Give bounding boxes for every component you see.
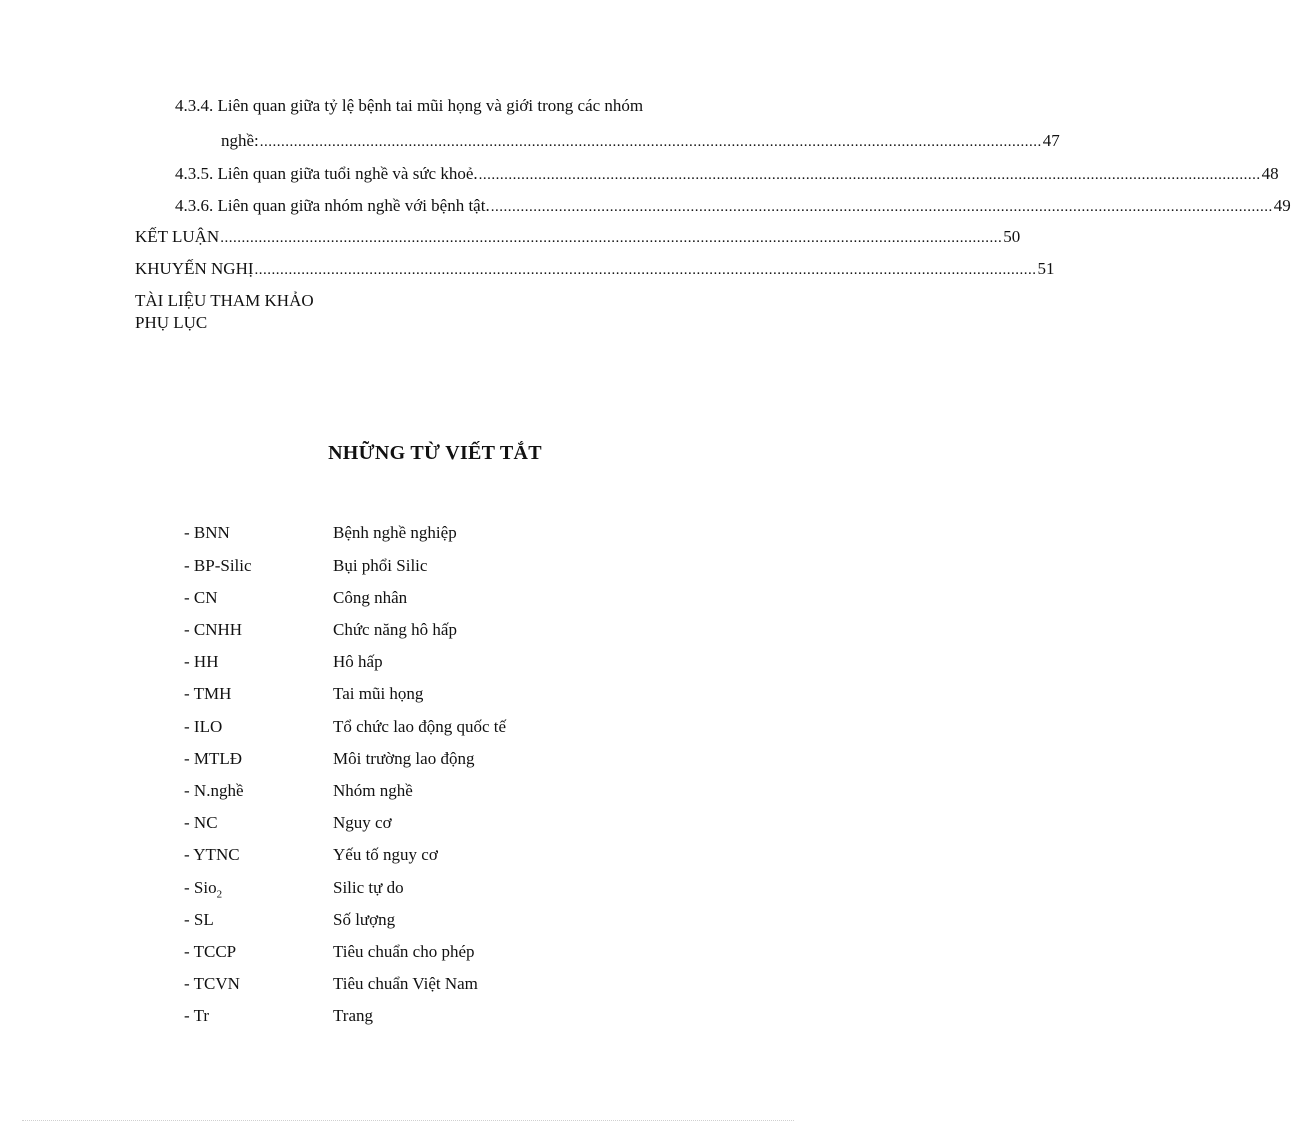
abbreviation-meaning: Nguy cơ (333, 813, 392, 832)
toc-text: KHUYẾN NGHỊ (135, 259, 254, 278)
abbreviation-code: - TCCP (184, 942, 237, 961)
toc-page-number: 51 (1037, 259, 1055, 278)
abbreviation-meaning: Silic tự do (333, 878, 404, 897)
abbreviation-row (184, 877, 604, 901)
abbreviations-title: NHỮNG TỪ VIẾT TẮT (328, 442, 542, 464)
abbreviation-meaning: Tai mũi họng (333, 684, 424, 703)
toc-entry-khuyen-nghi (135, 258, 1055, 281)
abbreviation-meaning: Số lượng (333, 910, 396, 929)
abbreviation-code: - SL (184, 910, 214, 929)
abbreviation-row (184, 716, 604, 740)
toc-leader-dots: ........................................................................................................................................................................................ (254, 262, 1037, 278)
abbreviation-row (184, 748, 604, 772)
abbreviation-code: - TMH (184, 684, 232, 703)
toc-entry-phu-luc (135, 312, 207, 334)
abbreviation-row (184, 683, 604, 707)
abbreviation-row (184, 909, 604, 933)
toc-text: Liên quan giữa tỷ lệ bệnh tai mũi họng và giới trong các nhóm (217, 96, 644, 115)
toc-page-number: 49 (1273, 196, 1291, 215)
abbreviation-code-text: - Sio (184, 878, 217, 897)
abbreviation-code: - Tr (184, 1006, 210, 1025)
toc-leader-dots: ........................................................................................................................................................................................ (220, 230, 1003, 246)
abbreviation-row (184, 587, 604, 611)
abbreviation-meaning: Chức năng hô hấp (333, 620, 457, 639)
abbreviation-meaning: Bụi phổi Silic (333, 556, 428, 575)
abbreviation-row (184, 844, 604, 868)
toc-entry-4-3-5 (175, 163, 1279, 186)
abbreviation-meaning: Hô hấp (333, 652, 383, 671)
toc-leader-dots: ........................................................................................................................................................................................ (478, 167, 1261, 183)
abbreviation-code: - HH (184, 652, 219, 671)
abbreviation-meaning: Tổ chức lao động quốc tế (333, 717, 507, 736)
abbreviation-meaning: Trang (333, 1006, 373, 1025)
toc-text: PHỤ LỤC (135, 313, 208, 332)
abbreviation-row (184, 651, 604, 675)
toc-number: 4.3.6. (175, 196, 214, 215)
abbreviation-row (184, 619, 604, 643)
abbreviation-meaning: Tiêu chuẩn Việt Nam (333, 974, 478, 993)
toc-text-continuation: nghề: (221, 131, 259, 150)
abbreviation-code: - ILO (184, 717, 223, 736)
abbreviation-meaning: Tiêu chuẩn cho phép (333, 942, 475, 961)
toc-entry-4-3-4-continuation (221, 130, 1060, 153)
toc-text: TÀI LIỆU THAM KHẢO (135, 291, 314, 310)
toc-leader-dots: ........................................................................................................................................................................................ (259, 134, 1042, 150)
toc-number: 4.3.5. (175, 164, 214, 183)
toc-leader-dots: ........................................................................................................................................................................................ (490, 199, 1273, 215)
toc-page-number: 48 (1261, 164, 1279, 183)
abbreviation-code: - YTNC (184, 845, 240, 864)
abbreviation-code: - TCVN (184, 974, 240, 993)
abbreviation-row (184, 1005, 604, 1029)
toc-number: 4.3.4. (175, 96, 214, 115)
abbreviation-code: - CN (184, 588, 218, 607)
toc-entry-4-3-4 (175, 95, 643, 117)
toc-page-number: 47 (1042, 131, 1060, 150)
abbreviation-meaning: Nhóm nghề (333, 781, 413, 800)
abbreviation-code: - N.nghề (184, 781, 244, 800)
abbreviation-row (184, 780, 604, 804)
abbreviation-code: - BP-Silic (184, 556, 252, 575)
toc-text: Liên quan giữa tuổi nghề và sức khoẻ. (217, 164, 478, 183)
toc-text: KẾT LUẬN (135, 227, 220, 246)
toc-text: Liên quan giữa nhóm nghề với bệnh tật. (217, 196, 490, 215)
abbreviation-row (184, 812, 604, 836)
page-bottom-divider (22, 1120, 794, 1121)
abbreviation-code: - MTLĐ (184, 749, 243, 768)
abbreviation-code: - BNN (184, 523, 230, 542)
abbreviation-row (184, 522, 604, 546)
abbreviation-code: - NC (184, 813, 218, 832)
abbreviation-row (184, 941, 604, 965)
toc-entry-tai-lieu-tham-khao (135, 290, 314, 312)
abbreviation-row (184, 973, 604, 997)
abbreviation-code (184, 877, 222, 905)
abbreviation-meaning: Môi trường lao động (333, 749, 475, 768)
toc-entry-4-3-6 (175, 195, 1291, 218)
abbreviation-row (184, 555, 604, 579)
abbreviation-code: - CNHH (184, 620, 243, 639)
abbreviation-subscript: 2 (216, 888, 223, 901)
abbreviation-meaning: Bệnh nghề nghiệp (333, 523, 457, 542)
toc-entry-ket-luan (135, 226, 1021, 249)
toc-page-number: 50 (1003, 227, 1021, 246)
abbreviation-meaning: Yếu tố nguy cơ (333, 845, 438, 864)
abbreviation-meaning: Công nhân (333, 588, 408, 607)
